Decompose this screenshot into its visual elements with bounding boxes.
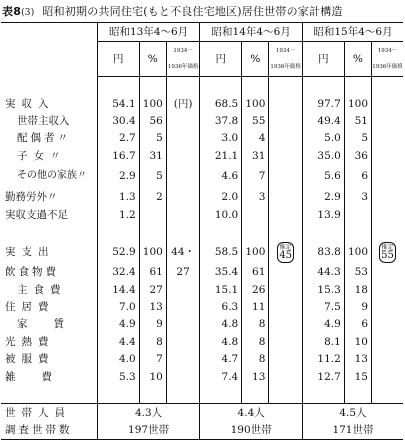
table-cell (344, 206, 371, 223)
index-note-1: 1934－1936年価格 (166, 41, 200, 77)
table-cell (139, 206, 166, 223)
table-cell: 4.9 (302, 316, 344, 333)
table-cell: 49.4 (302, 112, 344, 129)
estimate-value: 45 (279, 249, 293, 261)
table-row (1, 368, 403, 385)
table-cell (166, 351, 200, 368)
table-cell: 9 (139, 316, 166, 333)
row-label: 被服費 (1, 351, 97, 368)
footer-value: 171世帯 (302, 421, 403, 439)
table-cell: 5 (139, 130, 166, 147)
table-cell: 13.9 (302, 206, 344, 223)
unit-pct-2: % (242, 41, 269, 77)
table-cell: 4.4 (97, 333, 139, 350)
table-cell: 15.3 (302, 281, 344, 298)
table-row (1, 241, 403, 264)
table-cell: 97.7 (302, 95, 344, 112)
table-cell: 21.1 (200, 147, 242, 164)
table-cell: 4.8 (200, 333, 242, 350)
table-cell: 6 (344, 316, 371, 333)
table-cell: 4.7 (200, 351, 242, 368)
row-label: 主食費 (1, 281, 97, 298)
table-cell: 100 (242, 95, 269, 112)
spacer-row (1, 223, 403, 240)
row-label: 住居費 (1, 298, 97, 315)
table-cell: 2.0 (200, 188, 242, 205)
unit-pct-1: % (139, 41, 166, 77)
row-label: 実収支過不足 (1, 206, 97, 223)
table-cell: 4.8 (200, 316, 242, 333)
table-cell: 100 (344, 241, 371, 264)
table-cell (166, 130, 200, 147)
period-header-2: 昭和14年4～6月 (200, 23, 303, 42)
table-cell (372, 351, 404, 368)
footer-label: 調査世帯数 (1, 421, 97, 439)
row-label: 子女〃 (1, 147, 97, 164)
table-cell (269, 264, 303, 281)
table-cell (372, 112, 404, 129)
table-cell: 8.1 (302, 333, 344, 350)
table-cell (372, 95, 404, 112)
table-cell (372, 264, 404, 281)
table-cell: 7.4 (200, 368, 242, 385)
table-cell: 32.4 (97, 264, 139, 281)
table-cell (166, 316, 200, 333)
table-row (1, 333, 403, 350)
table-number: 表8 (2, 5, 22, 18)
table-cell: 7 (139, 351, 166, 368)
table-cell (269, 188, 303, 205)
table-cell: 100 (139, 241, 166, 264)
table-cell (372, 368, 404, 385)
household-budget-table (1, 22, 403, 440)
table-cell: 52.9 (97, 241, 139, 264)
table-cell (372, 130, 404, 147)
table-cell: 83.8 (302, 241, 344, 264)
row-label: 実収入 (1, 95, 97, 112)
table-cell (372, 206, 404, 223)
estimate-circle (379, 242, 396, 263)
row-label: 実支出 (1, 241, 97, 264)
estimate-label: 推定 (279, 243, 292, 251)
table-cell (269, 206, 303, 223)
estimate-value: 55 (381, 249, 394, 261)
table-cell: 18 (344, 281, 371, 298)
table-cell (269, 165, 303, 189)
table-cell: 31 (242, 147, 269, 164)
table-title (2, 3, 404, 19)
spacer-row (1, 77, 403, 95)
table-row (1, 95, 403, 112)
table-cell: 13 (139, 298, 166, 315)
table-cell (242, 206, 269, 223)
table-cell (372, 316, 404, 333)
table-cell: 58.5 (200, 241, 242, 264)
table-cell: 44.3 (302, 264, 344, 281)
table-cell: 13 (242, 368, 269, 385)
table-cell (372, 165, 404, 189)
footer-value: 197世帯 (97, 421, 200, 439)
table-cell: 7.5 (302, 298, 344, 315)
table-cell: 35.4 (200, 264, 242, 281)
footer-value: 4.3人 (97, 403, 200, 421)
table-cell: 54.1 (97, 95, 139, 112)
table-cell: 13 (344, 351, 371, 368)
row-label: 家賃 (1, 316, 97, 333)
table-cell (372, 188, 404, 205)
table-cell: 56 (139, 112, 166, 129)
table-cell: 5.3 (97, 368, 139, 385)
row-label: 飲食物費 (1, 264, 97, 281)
period-header-3: 昭和15年4～6月 (302, 23, 403, 42)
unit-yen-1: 円 (97, 41, 139, 77)
table-cell: 61 (242, 264, 269, 281)
table-row (1, 316, 403, 333)
table-cell (166, 147, 200, 164)
table-cell: 53 (344, 264, 371, 281)
footer-value: 4.5人 (339, 406, 367, 419)
table-cell: 8 (242, 333, 269, 350)
table-cell: 5.6 (302, 165, 344, 189)
table-cell: 61 (139, 264, 166, 281)
row-label: その他の家族〃 (1, 165, 97, 189)
table-row (1, 281, 403, 298)
table-cell: 100 (344, 95, 371, 112)
estimate-circle (277, 242, 294, 263)
table-cell: 3 (344, 188, 371, 205)
table-cell: 11 (242, 298, 269, 315)
header-corner (1, 23, 97, 77)
table-cell: 37.8 (200, 112, 242, 129)
unit-pct-3: % (344, 41, 371, 77)
table-cell: 10 (139, 368, 166, 385)
table-cell: 10 (344, 333, 371, 350)
table-cell: 9 (344, 298, 371, 315)
row-label: 配偶者〃 (1, 130, 97, 147)
table-cell (269, 147, 303, 164)
table-cell: 27 (166, 264, 200, 281)
table-row (1, 298, 403, 315)
table-cell: 16.7 (97, 147, 139, 164)
header-period-row (1, 23, 403, 42)
footer-value: 4.4人 (200, 403, 303, 421)
estimate-badge-2 (269, 241, 303, 264)
footer-row (1, 421, 403, 439)
row-label: 光熱費 (1, 333, 97, 350)
table-cell (269, 333, 303, 350)
table-cell (166, 298, 200, 315)
table-row (1, 165, 403, 189)
table-cell: 5 (344, 130, 371, 147)
table-row (1, 351, 403, 368)
table-cell (166, 368, 200, 385)
table-cell: 27 (139, 281, 166, 298)
row-label: 世帯主収入 (1, 112, 97, 129)
table-cell: 1.2 (97, 206, 139, 223)
table-cell: 44・ (166, 241, 200, 264)
table-cell: 4.6 (200, 165, 242, 189)
table-row (1, 206, 403, 223)
table-cell (166, 333, 200, 350)
table-row (1, 147, 403, 164)
table-cell: 36 (344, 147, 371, 164)
table-cell: 8 (139, 333, 166, 350)
table-cell (269, 281, 303, 298)
table-cell: 100 (242, 241, 269, 264)
table-cell: 14.4 (97, 281, 139, 298)
table-cell: 30.4 (97, 112, 139, 129)
row-label: 勤務労外〃 (1, 188, 97, 205)
period-header-1: 昭和13年4～6月 (97, 23, 200, 42)
table-cell: 35.0 (302, 147, 344, 164)
estimate-badge-3 (372, 241, 404, 264)
table-cell: 8 (242, 351, 269, 368)
table-cell (166, 188, 200, 205)
table-cell: 7.0 (97, 298, 139, 315)
table-cell: 15 (344, 368, 371, 385)
table-cell (269, 351, 303, 368)
table-cell: 3 (242, 188, 269, 205)
table-row (1, 188, 403, 205)
table-cell (372, 147, 404, 164)
table-cell: 3.0 (200, 130, 242, 147)
table-cell: 26 (242, 281, 269, 298)
table-cell (166, 281, 200, 298)
table-cell: 7 (242, 165, 269, 189)
table-cell (372, 281, 404, 298)
table-cell: 12.7 (302, 368, 344, 385)
table-cell (269, 316, 303, 333)
table-cell: 10.0 (200, 206, 242, 223)
table-cell: 4 (242, 130, 269, 147)
table-cell: 5.0 (302, 130, 344, 147)
table-cell: 55 (242, 112, 269, 129)
table-cell: 4.0 (97, 351, 139, 368)
table-cell (269, 368, 303, 385)
spacer-row (1, 385, 403, 403)
table-cell: 4.9 (97, 316, 139, 333)
unit-yen-3: 円 (302, 41, 344, 77)
table-cell: 5 (139, 165, 166, 189)
footer-value: 190世帯 (200, 421, 303, 439)
table-cell (269, 112, 303, 129)
table-cell: 2.9 (97, 165, 139, 189)
table-sub-number: (3) (21, 8, 35, 18)
table-cell: 31 (139, 147, 166, 164)
unit-yen-2: 円 (200, 41, 242, 77)
table-cell: 6.3 (200, 298, 242, 315)
footer-label: 世帯人員 (1, 403, 97, 421)
table-cell (166, 206, 200, 223)
footer-row (1, 403, 403, 421)
table-cell: 11.2 (302, 351, 344, 368)
table-cell: 100 (139, 95, 166, 112)
index-note-2: 1934－1936年価格 (269, 41, 303, 77)
table-row (1, 264, 403, 281)
table-cell (269, 130, 303, 147)
table-cell (269, 95, 303, 112)
table-cell: 15.1 (200, 281, 242, 298)
table-cell: 2 (139, 188, 166, 205)
table-cell (372, 333, 404, 350)
table-cell: 68.5 (200, 95, 242, 112)
table-cell (372, 298, 404, 315)
table-cell (269, 298, 303, 315)
table-cell: 2.7 (97, 130, 139, 147)
table-cell: 1.3 (97, 188, 139, 205)
table-title-text: 昭和初期の共同住宅(もと不良住宅地区)居住世帯の家計構造 (42, 5, 343, 18)
table-cell: 2.9 (302, 188, 344, 205)
row-label: 雑費 (1, 368, 97, 385)
table-cell: 8 (242, 316, 269, 333)
table-row (1, 112, 403, 129)
estimate-label: 推定 (381, 243, 394, 251)
table-cell (166, 165, 200, 189)
index-note-3: 1934－1936年価格 (372, 41, 404, 77)
table-cell: 6 (344, 165, 371, 189)
table-cell: 51 (344, 112, 371, 129)
table-row (1, 130, 403, 147)
table-cell (166, 112, 200, 129)
table-cell: (円) (166, 95, 200, 112)
